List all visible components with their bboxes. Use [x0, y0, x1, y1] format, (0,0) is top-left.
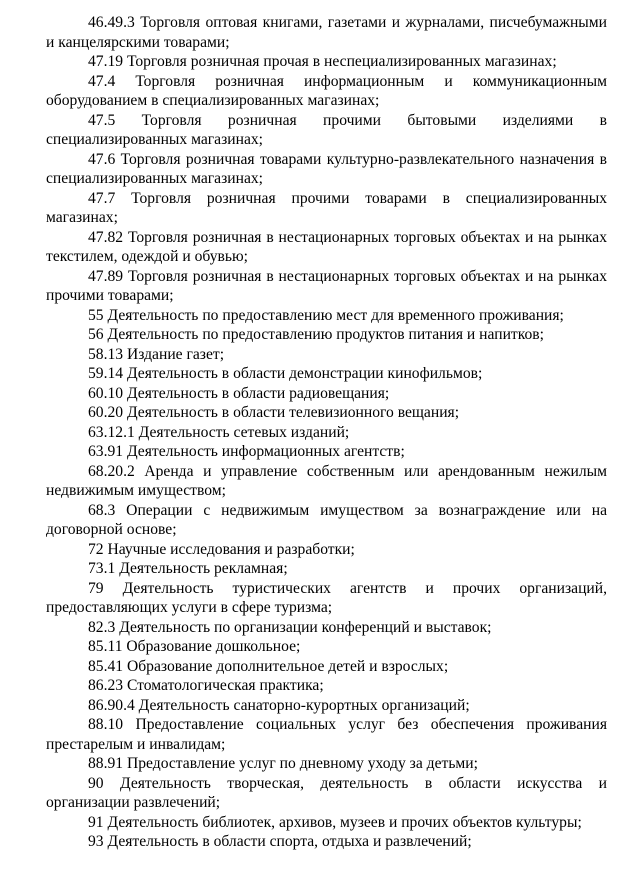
okved-item: 47.89 Торговля розничная в нестационарных торговых объектах и на рынках прочими товарами; [46, 267, 607, 304]
okved-item: 79 Деятельность туристических агентств и прочих организаций, предоставляющих услуги в сфере туризма; [46, 579, 607, 616]
okved-item: 91 Деятельность библиотек, архивов, музеев и прочих объектов культуры; [88, 813, 582, 831]
okved-item: 47.4 Торговля розничная информационным и коммуникационным оборудованием в специализированных магазинах; [46, 72, 607, 109]
okved-item: 86.23 Стоматологическая практика; [88, 677, 324, 694]
okved-item: 56 Деятельность по предоставлению продуктов питания и напитков; [88, 326, 545, 343]
okved-item: 86.90.4 Деятельность санаторно-курортных организаций; [88, 696, 470, 714]
okved-item: 60.20 Деятельность в области телевизионного вещания; [88, 404, 460, 421]
okved-item: 47.19 Торговля розничная прочая в неспециализированных магазинах; [88, 53, 557, 70]
okved-item: 47.5 Торговля розничная прочими бытовыми изделиями в специализированных магазинах; [46, 111, 607, 148]
okved-item: 73.1 Деятельность рекламная; [88, 560, 288, 577]
okved-item: 47.82 Торговля розничная в нестационарных торговых объектах и на рынках текстилем, одеждой и обувью; [46, 228, 607, 265]
okved-item: 82.3 Деятельность по организации конференций и выставок; [88, 618, 492, 636]
okved-item: 88.91 Предоставление услуг по дневному уходу за детьми; [88, 755, 478, 772]
okved-item: 68.20.2 Аренда и управление собственным или арендованным нежилым недвижимым имуществом; [46, 462, 607, 499]
okved-item: 55 Деятельность по предоставлению мест для временного проживания; [88, 306, 564, 324]
okved-item: 85.11 Образование дошкольное; [88, 638, 301, 655]
okved-item: 59.14 Деятельность в области демонстрации кинофильмов; [88, 365, 483, 382]
okved-item: 72 Научные исследования и разработки; [88, 540, 355, 558]
okved-item: 63.12.1 Деятельность сетевых изданий; [88, 423, 350, 441]
okved-item: 63.91 Деятельность информационных агентств; [88, 443, 405, 460]
okved-item: 47.7 Торговля розничная прочими товарами в специализированных магазинах; [46, 189, 607, 226]
okved-item: 46.49.3 Торговля оптовая книгами, газетами и журналами, писчебумажными и канцелярскими товарами; [46, 14, 607, 51]
okved-item: 58.13 Издание газет; [88, 345, 225, 363]
okved-item: 90 Деятельность творческая, деятельность в области искусства и организации развлечений; [46, 774, 607, 811]
okved-item: 85.41 Образование дополнительное детей и взрослых; [88, 657, 449, 675]
document-page [46, 13, 607, 852]
okved-item: 88.10 Предоставление социальных услуг без обеспечения проживания престарелым и инвалидам; [46, 716, 607, 753]
okved-item: 93 Деятельность в области спорта, отдыха и развлечений; [88, 833, 472, 850]
okved-item: 47.6 Торговля розничная товарами культурно-развлекательного назначения в специализированных магазинах; [46, 150, 607, 187]
okved-item: 60.10 Деятельность в области радиовещания; [88, 384, 390, 402]
okved-item: 68.3 Операции с недвижимым имуществом за вознаграждение или на договорной основе; [46, 501, 607, 538]
